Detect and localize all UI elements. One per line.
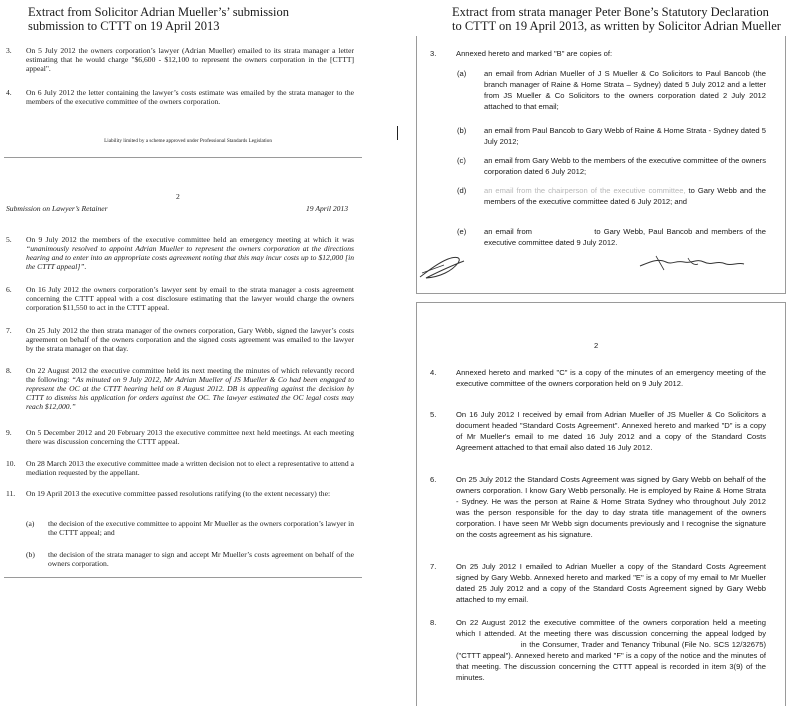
right-page-number: 2: [594, 341, 599, 350]
right-page-right-edge-top: [785, 36, 786, 294]
liability-footer: Liability limited by a scheme approved under Professional Standards Legislation: [104, 138, 272, 144]
left-para-5-quote: “unanimously resolved to appoint Adrian Mueller to represent the owners corporation at the directions hearing and to enter into an appropriate costs agreement noting that this may incur costs up to $12,000 [in the CTTT appeal]”.: [26, 244, 354, 271]
witness-signature-scribble: [418, 253, 468, 281]
right-page-break: [416, 293, 786, 294]
left-para-8-quote: “As minuted on 9 July 2012, Mr Adrian Mueller of JS Mueller & Co had been engaged to represent the OC at the CTTT hearing held on 8 August 2012. DB is appealing against the decision by CTTT to dismiss his application for orders against the OC. The lawyer estimated the OC legal costs may reach $12,000.”: [26, 375, 354, 411]
left-para-5: [26, 235, 354, 271]
text-cursor-mark: [397, 126, 398, 140]
left-title-line1: Extract from Solicitor Adrian Mueller’s’ submission: [28, 5, 289, 19]
left-para-11-number: 11.: [6, 489, 16, 498]
right-para-3: Annexed hereto and marked "B" are copies of:: [456, 49, 613, 58]
right-page-top-edge: [416, 302, 786, 303]
left-para-11: On 19 April 2013 the executive committee passed resolutions ratifying (to the extent necessary) the:: [26, 489, 331, 498]
left-column-title: [28, 5, 358, 33]
right-item-e-text-c: members of the executive committee dated 9 July 2012.: [484, 227, 766, 247]
left-para-5-text: On 9 July 2012 the members of the executive committee held an emergency meeting at which it was: [26, 235, 354, 244]
right-para-7: On 25 July 2012 I emailed to Adrian Mueller a copy of the Standard Costs Agreement signed by Gary Webb. Annexed hereto and marked "E" is a copy of my email to Mr Mueller dated 25 July 2012 and a copy of the Standard Costs Agreement signed by Gary Webb attached to my email.: [456, 562, 766, 604]
right-page-left-edge-top: [416, 36, 417, 294]
left-title-line2: submission to CTTT on 19 April 2013: [28, 19, 220, 33]
right-item-a-number: (a): [457, 69, 467, 78]
left-para-9: On 5 December 2012 and 20 February 2013 the executive committee next held meetings. At each meeting there was discussion concerning the CTTT appeal.: [26, 428, 354, 446]
left-page-break-top: [4, 157, 362, 158]
right-para-4: Annexed hereto and marked "C" is a copy of the minutes of an emergency meeting of the executive committee of the owners corporation held on 9 July 2012.: [456, 368, 766, 388]
right-item-e-text-b: to Gary Webb, Paul Bancob and: [594, 227, 709, 236]
left-para-5-number: 5.: [6, 235, 12, 244]
right-para-3-number: 3.: [430, 49, 437, 58]
right-page-left-edge-bottom: [416, 302, 417, 706]
right-item-d-number: (d): [457, 186, 467, 195]
left-para-11b: the decision of the strata manager to sign and accept Mr Mueller’s costs agreement on behalf of the owners corporation.: [48, 550, 354, 568]
left-para-7-number: 7.: [6, 326, 12, 335]
right-item-b: an email from Paul Bancob to Gary Webb of Raine & Home Strata - Sydney dated 5 July 2012;: [484, 126, 766, 146]
right-column-title: [452, 5, 792, 33]
left-para-11b-number: (b): [26, 550, 35, 559]
right-item-b-number: (b): [457, 126, 467, 135]
right-title-line1: Extract from strata manager Peter Bone’s Statutory Declaration: [452, 5, 769, 19]
right-item-c: an email from Gary Webb to the members of the executive committee of the owners corporation dated 6 July 2012;: [484, 156, 766, 176]
right-item-c-number: (c): [457, 156, 466, 165]
right-para-6-number: 6.: [430, 475, 437, 484]
running-header-date: 19 April 2013: [306, 204, 349, 213]
right-para-7-number: 7.: [430, 562, 437, 571]
right-item-e-number: (e): [457, 227, 467, 236]
right-para-8-text-b: in the Consumer, Trader and Tenancy Tribunal (File No. SCS 12/32675) ("CTTT appeal"). Annexed hereto and marked "F" is a copy of the notice and the minutes of that meeting. The discussion concerning the CTTT appeal is recorded in item 3(9) of the minutes.: [456, 640, 766, 682]
left-para-4: On 6 July 2012 the letter containing the lawyer’s costs estimate was emailed by the strata manager to the members of the executive committee of the owners corporation.: [26, 88, 354, 106]
left-para-11a: the decision of the executive committee to appoint Mr Mueller as the owners corporation’s lawyer in the CTTT appeal; and: [48, 519, 354, 537]
left-para-10-number: 10.: [6, 459, 16, 468]
right-para-4-number: 4.: [430, 368, 437, 377]
right-para-5-number: 5.: [430, 410, 437, 419]
right-para-8-text-a: On 22 August 2012 the executive committee of the owners corporation held a meeting which I attended. At the meeting there was discussion concerning the appeal lodged by: [456, 618, 766, 638]
right-item-e-text-a: an email from: [484, 227, 533, 236]
running-header-left: Submission on Lawyer’s Retainer: [6, 204, 108, 213]
left-para-8: [26, 366, 354, 411]
left-para-3-number: 3.: [6, 46, 12, 55]
right-item-d: [484, 185, 766, 207]
right-item-a: an email from Adrian Mueller of J S Mueller & Co Solicitors to Paul Bancob (the branch manager of Raine & Home Strata – Sydney) dated 5 July 2012 and a letter from JS Mueller & Co Solicitors to the owners corporation dated 2 July 2012 attached to that email;: [484, 69, 766, 111]
left-para-10: On 28 March 2013 the executive committee made a written decision not to elect a representative to attend a mediation requested by the appellant.: [26, 459, 354, 477]
left-para-6: On 16 July 2012 the owners corporation’s lawyer sent by email to the strata manager a costs agreement concerning the CTTT appeal with a cost disclosure estimating that the lawyer would charge the owners corporation $11,550 to act in the CTTT appeal.: [26, 285, 354, 312]
right-para-6: On 25 July 2012 the Standard Costs Agreement was signed by Gary Webb on behalf of the owners corporation. I know Gary Webb personally. He is employed by Raine & Home Strata - Sydney. He was the person at Raine & Home Strata Sydney who throughout July 2012 was the person responsible for the day to day strata title management of the owners corporation. I have seen Mr Webb sign documents previously and I recognise the signature on the costs agreement as his signature.: [456, 475, 766, 539]
right-item-e: [484, 226, 766, 248]
left-para-4-number: 4.: [6, 88, 12, 97]
left-para-6-number: 6.: [6, 285, 12, 294]
left-page-bottom-rule: [4, 577, 362, 578]
right-item-d-text-a: an email from the chairperson of the executive committee,: [484, 186, 686, 195]
right-title-line2: to CTTT on 19 April 2013, as written by Solicitor Adrian Mueller: [452, 19, 781, 33]
right-para-8-number: 8.: [430, 618, 437, 627]
right-para-8: [456, 617, 766, 683]
left-para-3: On 5 July 2012 the owners corporation’s lawyer (Adrian Mueller) emailed to its strata manager a letter estimating that he would charge "$6,600 - $12,100 to represent the owners corporation in the [CTTT] appeal".: [26, 46, 354, 73]
left-para-8-text: On 22 August 2012 the executive committee held its next meeting the minutes of which relevantly record the following:: [26, 366, 354, 384]
left-para-9-number: 9.: [6, 428, 12, 437]
left-para-8-number: 8.: [6, 366, 12, 375]
right-page-right-edge-bottom: [785, 302, 786, 706]
left-para-7: On 25 July 2012 the then strata manager of the owners corporation, Gary Webb, signed the lawyer’s costs agreement on behalf of the owners corporation and the signed costs agreement was emailed to the lawyer by the strata manager on that day.: [26, 326, 354, 353]
right-para-5: On 16 July 2012 I received by email from Adrian Mueller of JS Mueller & Co Solicitors a document headed "Standard Costs Agreement". Annexed hereto and marked "D" is a copy of Mr Mueller's email to me dated 16 July 2012 and a copy of the Standard Costs Agreement attached to that email also dated 16 July 2012.: [456, 410, 766, 452]
declarant-signature: [636, 252, 748, 274]
left-page-number: 2: [176, 192, 180, 201]
right-item-d-text-b: to Gary Webb and the members of the executive committee dated 6 July 2012; and: [484, 186, 766, 206]
left-para-11a-number: (a): [26, 519, 35, 528]
